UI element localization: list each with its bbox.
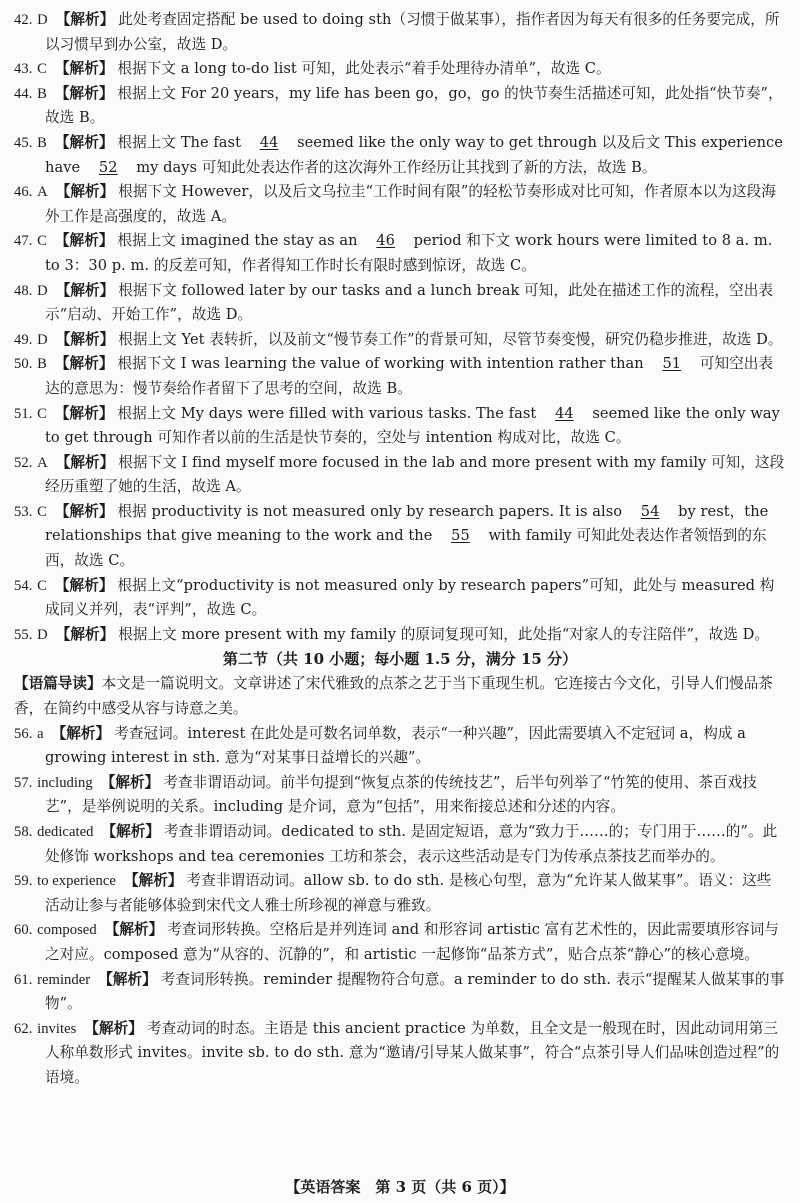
answer-item	[14, 623, 786, 648]
analysis-tag: 【解析】	[54, 60, 114, 78]
blank-number: 55	[451, 527, 470, 545]
answer-item	[14, 722, 786, 771]
analysis-text: 可知空出表达的意思为：慢节奏给作者留下了思考的空间，故选 B。	[45, 355, 774, 397]
question-number: 42.	[14, 12, 33, 28]
analysis-text: 根据上文 imagined the stay as an	[117, 232, 363, 250]
answer-choice: C	[37, 61, 47, 78]
analysis-text: 考查非谓语动词。dedicated to sth. 是固定短语，意为“致力于……的；专门用于……的”。此处修饰 workshops and tea ceremonies 工坊和茶会，表示这些活动是专门为传承点茶技艺而举办的。	[45, 823, 778, 865]
analysis-text: 根据下文 I find myself more focused in the lab and more present with my family 可知，这段经历重塑了她的生活，故选 A。	[45, 453, 785, 496]
analysis-tag: 【解析】	[55, 625, 115, 643]
answer-item	[14, 918, 786, 967]
answer-item	[14, 820, 786, 869]
answer-choice: including	[37, 774, 93, 791]
answer-choice: C	[37, 577, 47, 594]
answer-item	[14, 451, 786, 500]
answer-item	[14, 229, 786, 278]
analysis-tag: 【解析】	[100, 773, 160, 791]
analysis-text: 此处考查固定搭配 be used to doing sth（习惯于做某事），指作者因为每天有很多的任务要完成，所以习惯早到办公室，故选 D。	[45, 11, 780, 53]
analysis-text: 根据上文 My days were filled with various tasks. The fast	[117, 404, 541, 422]
analysis-tag: 【解析】	[54, 576, 114, 594]
question-number: 60.	[14, 922, 33, 939]
analysis-text: with family 可知此处表达作者领悟到的东西，故选 C。	[45, 527, 767, 570]
analysis-text: 根据下文 followed later by our tasks and a lunch break 可知，此处在描述工作的流程，空出表示“启动、开始工作”，故选 D。	[45, 281, 773, 324]
question-number: 50.	[14, 356, 33, 373]
analysis-text: 考查动词的时态。主语是 this ancient practice 为单数，且全文是一般现在时，因此动词用第三人称单数形式 invites。invite sb. to do sth. 意为“邀请/引导某人做某事”，符合“点茶引导人们品味创造过程”的语境。	[45, 1019, 780, 1086]
answer-item	[14, 328, 786, 353]
question-number: 45.	[14, 134, 33, 151]
analysis-text: 根据上文 For 20 years，my life has been go，go，go 的快节奏生活描述可知，此处指“快节奏”，故选 B。	[45, 84, 783, 127]
answer-choice: D	[37, 626, 48, 643]
answer-choice: C	[37, 503, 47, 520]
question-number: 46.	[14, 184, 33, 201]
answer-item	[14, 131, 786, 180]
analysis-text: 根据 productivity is not measured only by research papers. It is also	[117, 502, 627, 520]
analysis-tag: 【解析】	[54, 502, 114, 520]
guide-tag: 【语篇导读】	[14, 675, 102, 693]
answer-choice: B	[37, 356, 47, 373]
answer-choice: B	[37, 85, 47, 102]
answer-item	[14, 180, 786, 229]
blank-number: 54	[640, 502, 660, 520]
question-number: 52.	[14, 454, 33, 471]
analysis-tag: 【解析】	[55, 183, 115, 201]
question-number: 47.	[14, 233, 33, 250]
answer-item	[14, 771, 786, 820]
analysis-tag: 【解析】	[98, 970, 157, 988]
analysis-text: 考查词形转换。空格后是并列连词 and 和形容词 artistic 富有艺术性的，因此需要填形容词与之对应。composed 意为“从容的、沉静的”，和 artistic 一起修饰“品茶方式”，贴合点茶“静心”的核心意境。	[45, 921, 779, 963]
analysis-text: seemed like the only way to get through 以及后文 This experience have	[45, 133, 783, 176]
answer-choice: C	[37, 233, 47, 250]
answer-item	[14, 279, 786, 328]
analysis-tag: 【解析】	[84, 1019, 143, 1037]
analysis-text: by rest，the relationships that give meaning to the work and the	[45, 502, 769, 545]
answer-choice: reminder	[37, 971, 91, 988]
analysis-text: 考查词形转换。reminder 提醒物符合句意。a reminder to do sth. 表示“提醒某人做某事的事物”。	[45, 970, 785, 1013]
analysis-text: 根据上文“productivity is not measured only by research papers”可知，此处与 measured 构成同义并列，表“评判”，故选 C。	[45, 576, 775, 619]
question-number: 59.	[14, 873, 33, 890]
answer-choice: D	[37, 282, 48, 299]
analysis-text: 根据下文 However，以及后文乌拉圭“工作时间有限”的轻松节奏形成对比可知，作者原本以为这段海外工作是高强度的，故选 A。	[45, 183, 776, 225]
analysis-text: 根据上文 more present with my family 的原词复现可知，此处指“对家人的专注陪伴”，故选 D。	[118, 625, 770, 643]
section-one-answers	[14, 8, 786, 647]
answer-item	[14, 869, 786, 918]
answer-choice: a	[37, 725, 44, 742]
question-number: 54.	[14, 577, 33, 594]
answer-choice: A	[37, 454, 48, 471]
answer-item	[14, 8, 786, 57]
analysis-tag: 【解析】	[54, 355, 114, 373]
analysis-text: 根据下文 a long to-do list 可知，此处表示“着手处理待办清单”，故选 C。	[117, 60, 611, 78]
section-two-title: 第二节（共 10 小题；每小题 1.5 分，满分 15 分）	[222, 650, 578, 669]
analysis-tag: 【解析】	[104, 921, 164, 939]
analysis-text: my days 可知此处表达作者的这次海外工作经历让其找到了新的方法，故选 B。	[131, 158, 657, 176]
answer-item	[14, 1017, 786, 1091]
analysis-tag: 【解析】	[55, 11, 115, 28]
answer-choice: B	[37, 134, 47, 151]
answer-choice: D	[37, 331, 48, 348]
question-number: 62.	[14, 1020, 33, 1037]
question-number: 55.	[14, 626, 33, 643]
answer-choice: C	[37, 405, 47, 422]
blank-number: 44	[259, 133, 279, 151]
answer-choice: dedicated	[37, 824, 94, 840]
analysis-tag: 【解析】	[54, 232, 114, 250]
analysis-tag: 【解析】	[55, 453, 115, 471]
guide-text: 本文是一篇说明文。文章讲述了宋代雅致的点茶之艺于当下重现生机。它连接古今文化，引导人们慢品茶香，在简约中感受从容与诗意之美。	[14, 675, 773, 718]
blank-number: 46	[376, 232, 395, 250]
analysis-text: 考查非谓语动词。allow sb. to do sth. 是核心句型，意为“允许某人做某事”。语义：这些活动让参与者能够体验到宋代文人雅士所珍视的禅意与雅致。	[45, 872, 772, 914]
answer-item	[14, 500, 786, 574]
answer-item	[14, 57, 786, 82]
analysis-text: 根据上文 Yet 表转折，以及前文“慢节奏工作”的背景可知，尽管节奏变慢，研究仍稳步推进，故选 D。	[118, 330, 783, 348]
analysis-text: seemed like the only way to get through 可知作者以前的生活是快节奏的，空处与 intention 构成对比，故选 C。	[45, 404, 780, 447]
answer-choice: invites	[37, 1020, 77, 1037]
answer-item	[14, 574, 786, 623]
question-number: 61.	[14, 971, 33, 988]
blank-number: 51	[662, 355, 682, 373]
analysis-tag: 【解析】	[55, 330, 115, 348]
analysis-tag: 【解析】	[54, 404, 114, 422]
analysis-tag: 【解析】	[55, 281, 115, 299]
question-number: 43.	[14, 61, 33, 78]
question-number: 57.	[14, 774, 33, 791]
question-number: 53.	[14, 503, 33, 520]
analysis-tag: 【解析】	[123, 872, 183, 890]
analysis-text: 考查非谓语动词。前半句提到“恢复点茶的传统技艺”，后半句列举了“竹筅的使用、茶百戏技艺”，是举例说明的关系。including 是介词，意为“包括”，用来衔接总述和分述的内容。	[45, 773, 757, 816]
analysis-tag: 【解析】	[51, 724, 111, 742]
analysis-tag: 【解析】	[54, 84, 114, 102]
answer-item	[14, 402, 786, 451]
answer-choice: to experience	[37, 873, 116, 890]
answer-choice: composed	[37, 922, 97, 939]
blank-number: 52	[98, 158, 118, 176]
analysis-tag: 【解析】	[54, 133, 114, 151]
question-number: 58.	[14, 824, 33, 840]
answer-item	[14, 968, 786, 1017]
question-number: 44.	[14, 85, 33, 102]
reading-guide	[14, 672, 786, 721]
section-two-answers	[14, 722, 786, 1091]
answer-item	[14, 82, 786, 131]
answer-choice: A	[37, 184, 48, 201]
analysis-text: period 和下文 work hours were limited to 8 a. m. to 3：30 p. m. 的反差可知，作者得知工作时长有限时感到惊讶，故选 C。	[45, 232, 773, 274]
answer-choice: D	[37, 12, 48, 28]
page-footer: 【英语答案 第 3 页（共 6 页）】	[285, 1178, 515, 1196]
analysis-tag: 【解析】	[101, 823, 161, 840]
blank-number: 44	[554, 404, 574, 422]
question-number: 56.	[14, 725, 33, 742]
analysis-text: 根据下文 I was learning the value of working with intention rather than	[117, 355, 649, 373]
question-number: 51.	[14, 405, 33, 422]
analysis-text: 考查冠词。interest 在此处是可数名词单数，表示“一种兴趣”，因此需要填入不定冠词 a，构成 a growing interest in sth. 意为“对某事日益增长的兴趣”。	[45, 724, 746, 767]
analysis-text: 根据上文 The fast	[117, 133, 246, 151]
answer-item	[14, 352, 786, 401]
question-number: 48.	[14, 282, 33, 299]
question-number: 49.	[14, 331, 33, 348]
